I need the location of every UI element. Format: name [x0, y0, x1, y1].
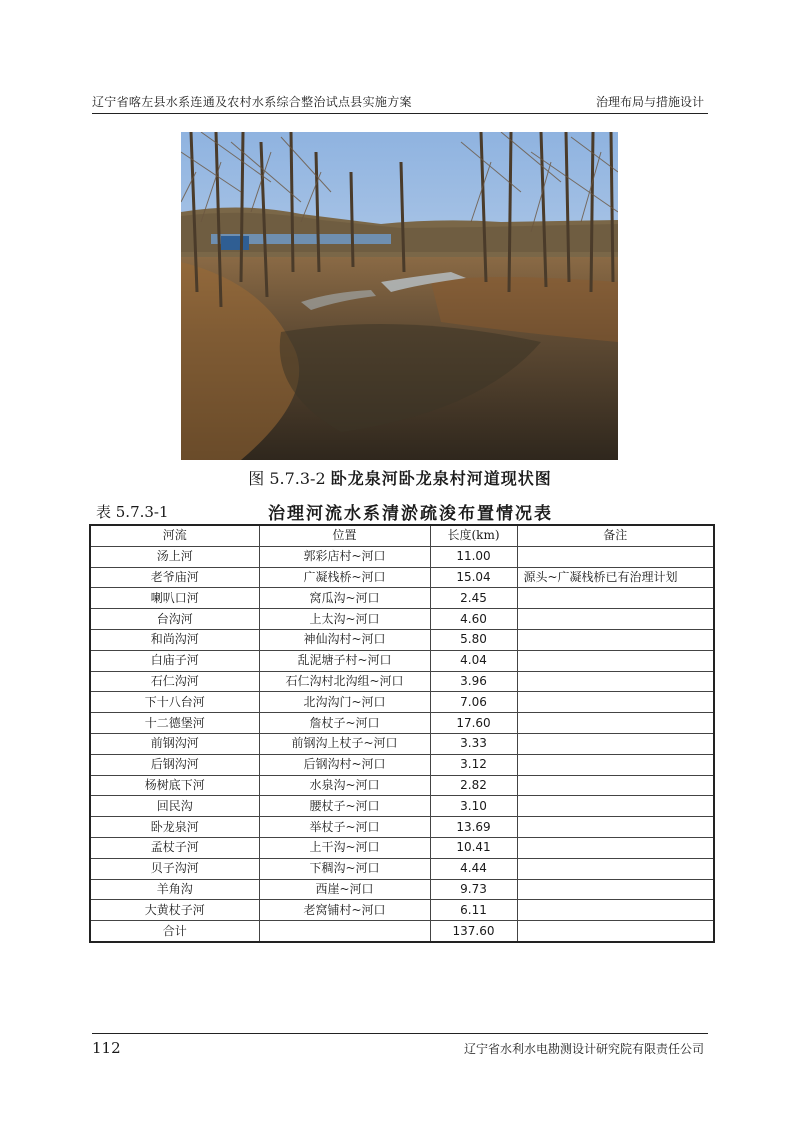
- figure-number: 图 5.7.3-2: [248, 469, 326, 488]
- table-row: [90, 796, 714, 817]
- location-cell: 水泉沟~河口: [259, 775, 430, 796]
- river-name-cell: 回民沟: [90, 796, 259, 817]
- river-name-cell: 和尚沟河: [90, 629, 259, 650]
- river-name-cell: 孟杖子河: [90, 837, 259, 858]
- remark-cell: [517, 588, 714, 609]
- location-cell: 腰杖子~河口: [259, 796, 430, 817]
- table-title: 治理河流水系清淤疏浚布置情况表: [268, 504, 553, 524]
- table-row: [90, 858, 714, 879]
- length-cell: 7.06: [430, 692, 517, 713]
- table-row: [90, 588, 714, 609]
- river-name-cell: 大黄杖子河: [90, 900, 259, 921]
- table-row: [90, 879, 714, 900]
- length-cell: 2.82: [430, 775, 517, 796]
- remark-cell: [517, 879, 714, 900]
- river-name-cell: 卧龙泉河: [90, 817, 259, 838]
- remark-cell: [517, 546, 714, 567]
- table-row: [90, 900, 714, 921]
- remark-cell: [517, 609, 714, 630]
- document-title: 辽宁省喀左县水系连通及农村水系综合整治试点县实施方案: [92, 95, 412, 109]
- table-header-row: [90, 525, 714, 546]
- location-cell: 举杖子~河口: [259, 817, 430, 838]
- length-cell: 3.96: [430, 671, 517, 692]
- length-cell: 17.60: [430, 713, 517, 734]
- location-cell: 石仁沟村北沟组~河口: [259, 671, 430, 692]
- remark-cell: [517, 754, 714, 775]
- remark-cell: [517, 713, 714, 734]
- location-cell: 西崖~河口: [259, 879, 430, 900]
- river-name-cell: 汤上河: [90, 546, 259, 567]
- length-cell: 137.60: [430, 921, 517, 942]
- river-name-cell: 后钢沟河: [90, 754, 259, 775]
- length-cell: 9.73: [430, 879, 517, 900]
- length-cell: 2.45: [430, 588, 517, 609]
- table-row: [90, 754, 714, 775]
- table-row: [90, 650, 714, 671]
- length-cell: 3.10: [430, 796, 517, 817]
- table-row: [90, 609, 714, 630]
- table-row: [90, 817, 714, 838]
- remark-cell: [517, 671, 714, 692]
- location-cell: 乱泥塘子村~河口: [259, 650, 430, 671]
- length-cell: 3.33: [430, 733, 517, 754]
- remark-cell: [517, 921, 714, 942]
- organization-name: 辽宁省水利水电勘测设计研究院有限责任公司: [463, 1042, 704, 1056]
- table-row: [90, 692, 714, 713]
- table-row: [90, 629, 714, 650]
- remark-cell: 源头~广凝栈桥已有治理计划: [517, 567, 714, 588]
- header-river: 河流: [90, 525, 259, 546]
- remark-cell: [517, 733, 714, 754]
- location-cell: 前钢沟上杖子~河口: [259, 733, 430, 754]
- chapter-title: 治理布局与措施设计: [595, 95, 704, 109]
- location-cell: 老窝铺村~河口: [259, 900, 430, 921]
- location-cell: 上干沟~河口: [259, 837, 430, 858]
- remark-cell: [517, 629, 714, 650]
- page-footer: [92, 1033, 708, 1058]
- location-cell: 郭彩店村~河口: [259, 546, 430, 567]
- length-cell: 10.41: [430, 837, 517, 858]
- river-name-cell: 台沟河: [90, 609, 259, 630]
- length-cell: 4.44: [430, 858, 517, 879]
- river-photo: [181, 132, 618, 460]
- header-remark: 备注: [517, 525, 714, 546]
- table-row: [90, 567, 714, 588]
- river-name-cell: 贝子沟河: [90, 858, 259, 879]
- river-name-cell: 下十八台河: [90, 692, 259, 713]
- remark-cell: [517, 796, 714, 817]
- table-row: [90, 546, 714, 567]
- river-name-cell: 白庙子河: [90, 650, 259, 671]
- figure-title: 卧龙泉河卧龙泉村河道现状图: [330, 469, 552, 488]
- length-cell: 5.80: [430, 629, 517, 650]
- river-name-cell: 石仁沟河: [90, 671, 259, 692]
- remark-cell: [517, 775, 714, 796]
- remark-cell: [517, 837, 714, 858]
- page-number: 112: [92, 1039, 121, 1057]
- length-cell: 6.11: [430, 900, 517, 921]
- river-name-cell: 合计: [90, 921, 259, 942]
- location-cell: 詹杖子~河口: [259, 713, 430, 734]
- river-name-cell: 喇叭口河: [90, 588, 259, 609]
- page-header: [92, 91, 708, 114]
- location-cell: 神仙沟村~河口: [259, 629, 430, 650]
- header-length: 长度(km): [430, 525, 517, 546]
- location-cell: [259, 921, 430, 942]
- table-number: 表 5.7.3-1: [96, 503, 169, 521]
- remark-cell: [517, 650, 714, 671]
- table-row: [90, 671, 714, 692]
- table-row: [90, 837, 714, 858]
- location-cell: 上太沟~河口: [259, 609, 430, 630]
- location-cell: 广凝栈桥~河口: [259, 567, 430, 588]
- length-cell: 4.60: [430, 609, 517, 630]
- length-cell: 3.12: [430, 754, 517, 775]
- dredging-table: [89, 524, 715, 943]
- table-total-row: [90, 921, 714, 942]
- length-cell: 4.04: [430, 650, 517, 671]
- location-cell: 窝瓜沟~河口: [259, 588, 430, 609]
- figure-caption: [0, 466, 800, 489]
- river-name-cell: 羊角沟: [90, 879, 259, 900]
- header-location: 位置: [259, 525, 430, 546]
- location-cell: 下稠沟~河口: [259, 858, 430, 879]
- remark-cell: [517, 817, 714, 838]
- river-name-cell: 十二德堡河: [90, 713, 259, 734]
- length-cell: 11.00: [430, 546, 517, 567]
- remark-cell: [517, 692, 714, 713]
- table-row: [90, 713, 714, 734]
- remark-cell: [517, 900, 714, 921]
- river-name-cell: 前钢沟河: [90, 733, 259, 754]
- remark-cell: [517, 858, 714, 879]
- table-row: [90, 775, 714, 796]
- length-cell: 15.04: [430, 567, 517, 588]
- location-cell: 北沟沟门~河口: [259, 692, 430, 713]
- river-name-cell: 老爷庙河: [90, 567, 259, 588]
- length-cell: 13.69: [430, 817, 517, 838]
- table-row: [90, 733, 714, 754]
- location-cell: 后钢沟村~河口: [259, 754, 430, 775]
- river-name-cell: 杨树底下河: [90, 775, 259, 796]
